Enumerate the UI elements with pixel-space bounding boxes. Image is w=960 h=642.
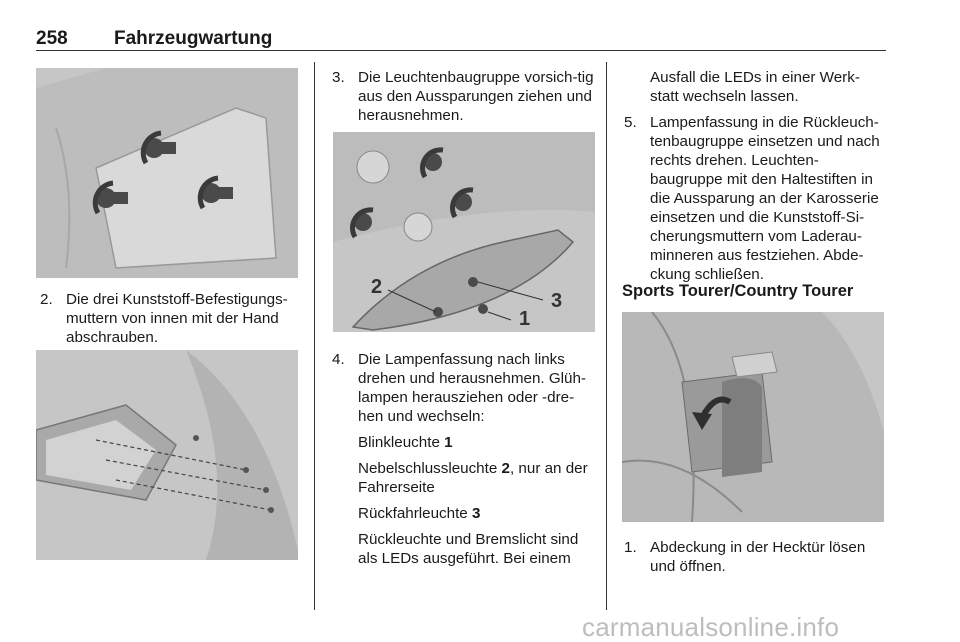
lamp-assembly-illustration (36, 350, 298, 560)
column-divider-2 (606, 62, 607, 610)
figure-bulb-holders (333, 132, 595, 332)
callout-2: 2 (371, 276, 383, 298)
step-text: Die Leuchtenbaugruppe vorsich-tig aus den Aussparungen ziehen und herausnehmen. (358, 69, 594, 124)
fastening-nuts-illustration (36, 68, 298, 278)
figure-tailgate-cover (622, 312, 884, 522)
step-number: 5. (624, 114, 637, 131)
page-number: 258 (36, 28, 68, 49)
watermark: carmanualsonline.info (582, 612, 840, 642)
step-1 (624, 538, 886, 576)
step-text: Lampenfassung in die Rückleuch-tenbaugruppe einsetzen und nach rechts drehen. Leuchten-baugruppe mit den Haltestiften in die Aussparung an der Karosserie einsetzen und die Kunststoff-Si-cherungsmuttern vom Laderau-minneren aus festziehen. Abde-ckung schließen. (650, 114, 880, 283)
step-number: 2. (40, 291, 53, 308)
step-text: Die drei Kunststoff-Befestigungs-muttern von innen mit der Hand abschrauben. (66, 291, 288, 346)
bulb-item: Rückfahrleuchte 3 (358, 505, 481, 522)
tailgate-cover-illustration (622, 312, 884, 522)
step-3 (332, 68, 594, 125)
step-number: 1. (624, 539, 637, 556)
bulb-item: Nebelschlussleuchte 2, nur an der Fahrerseite (358, 460, 588, 496)
callout-1: 1 (519, 308, 531, 330)
step-2 (40, 290, 302, 347)
callout-3: 3 (551, 290, 563, 312)
figure-fastening-nuts (36, 68, 298, 278)
column-divider-1 (314, 62, 315, 610)
led-note: Rückleuchte und Bremslicht sind als LEDs ausgeführt. Bei einem (358, 531, 579, 567)
step-4-continued (624, 68, 886, 284)
header-rule (36, 50, 886, 51)
subheading: Sports Tourer/Country Tourer (622, 282, 854, 300)
step-5 (624, 113, 886, 284)
led-note-continued: Ausfall die LEDs in einer Werk-statt wechseln lassen. (650, 69, 860, 105)
bulb-item: Blinkleuchte 1 (358, 434, 453, 451)
section-title: Fahrzeugwartung (114, 28, 273, 49)
step-number: 3. (332, 69, 345, 86)
step-number: 4. (332, 351, 345, 368)
figure-lamp-assembly (36, 350, 298, 560)
step-text: Die Lampenfassung nach links drehen und herausnehmen. Glüh-lampen herausziehen oder -dre-hen und wechseln: (358, 351, 586, 425)
step-4 (332, 350, 594, 568)
step-text: Abdeckung in der Hecktür lösen und öffnen. (650, 539, 866, 575)
page-header (36, 22, 886, 52)
